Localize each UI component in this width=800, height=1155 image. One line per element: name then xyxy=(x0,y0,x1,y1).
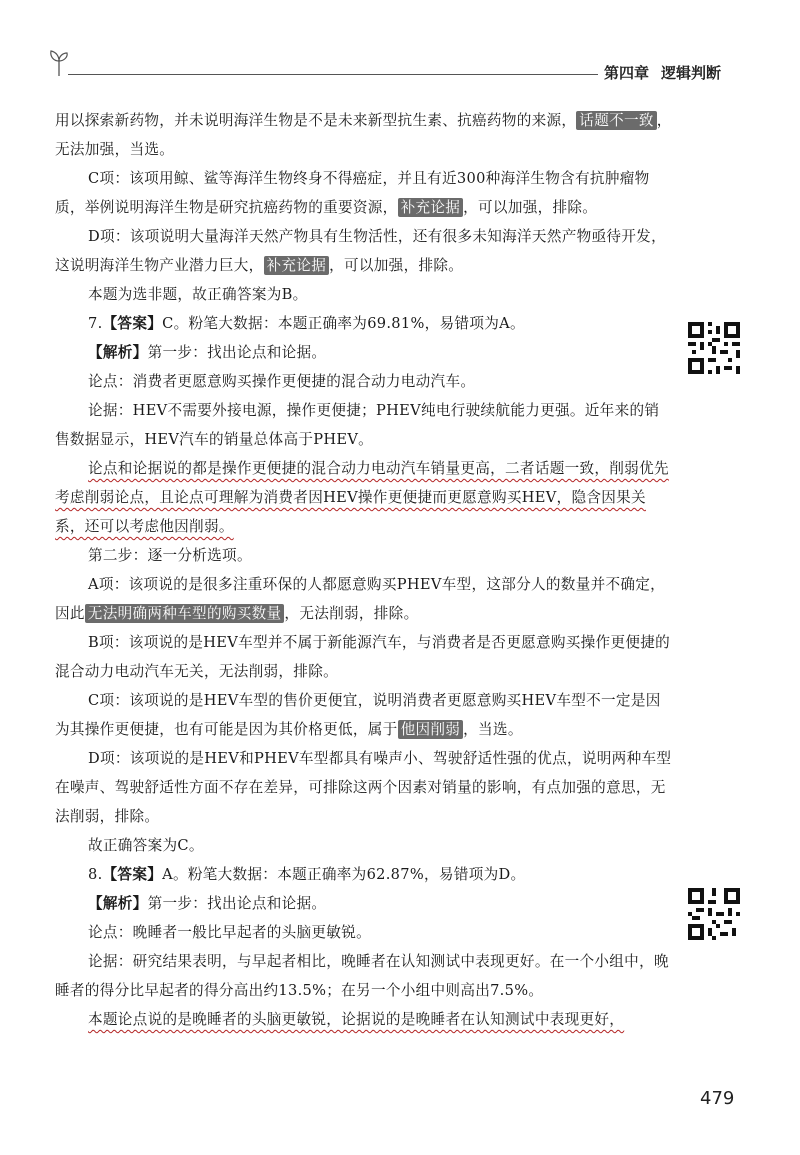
qr-code-icon[interactable] xyxy=(688,322,740,374)
question-7-analysis xyxy=(55,338,673,367)
text: ，可以加强，排除。 xyxy=(329,257,464,274)
paragraph-option-b: B项：该项说的是HEV车型并不属于新能源汽车，与消费者是否更愿意购买操作更便捷的混合动力电动汽车无关，无法削弱，排除。 xyxy=(55,634,671,680)
answer-tag: 【答案】 xyxy=(102,315,163,332)
text: ，无法加强，当选。 xyxy=(55,112,672,158)
text: C项：该项用鲸、鲨等海洋生物终身不得癌症，并且有近300种海洋生物含有抗肿瘤物质，举例说明海洋生物是研究抗癌药物的重要资源， xyxy=(55,170,650,216)
qr-code-icon[interactable] xyxy=(688,888,740,940)
text: D项：该项说明大量海洋天然产物具有生物活性，还有很多未知海洋天然产物亟待开发，这说明海洋生物产业潜力巨大， xyxy=(55,228,666,274)
text: C。粉笔大数据：本题正确率为69.81%，易错项为A。 xyxy=(162,315,525,332)
highlight-label: 补充论据 xyxy=(264,256,330,275)
text: 第一步：找出论点和论据。 xyxy=(147,895,327,912)
wavy-underlined-note xyxy=(55,454,673,541)
text: C项：该项说的是HEV车型的售价更便宜，说明消费者更愿意购买HEV车型不一定是因为其操作更便捷，也有可能是因为其价格更低，属于 xyxy=(55,692,661,738)
question-8-answer xyxy=(55,860,673,889)
argument-claim: 论点：消费者更愿意购买操作更便捷的混合动力电动汽车。 xyxy=(88,373,476,390)
page-number: 479 xyxy=(700,1088,735,1109)
question-8-analysis xyxy=(55,889,673,918)
page-body xyxy=(55,106,673,1034)
highlight-label: 补充论据 xyxy=(398,198,464,217)
paragraph-b-continuation xyxy=(55,106,673,164)
step-two: 第二步：逐一分析选项。 xyxy=(88,547,252,564)
paragraph-option-a xyxy=(55,570,673,628)
argument-claim-2: 论点：晚睡者一般比早起者的头脑更敏锐。 xyxy=(88,924,371,941)
text: A项：该项说的是很多注重环保的人都愿意购买PHEV车型，这部分人的数量并不确定，因此 xyxy=(55,576,666,622)
header-rule xyxy=(68,74,598,75)
text: 第一步：找出论点和论据。 xyxy=(147,344,327,361)
paragraph-option-d xyxy=(55,222,673,280)
paragraph-option-c xyxy=(55,164,673,222)
text: 本题论点说的是晚睡者的头脑更敏锐，论据说的是晚睡者在认知测试中表现更好， xyxy=(88,1011,625,1028)
answer-conclusion-2: 故正确答案为C。 xyxy=(88,837,204,854)
wavy-underlined-note-2 xyxy=(55,1005,673,1034)
text: ，当选。 xyxy=(463,721,523,738)
chapter-title xyxy=(604,62,733,83)
question-number: 7. xyxy=(88,315,103,332)
answer-conclusion: 本题为选非题，故正确答案为B。 xyxy=(88,286,308,303)
paragraph-option-d2: D项：该项说的是HEV和PHEV车型都具有噪声小、驾驶舒适性强的优点，说明两种车型在噪声、驾驶舒适性方面不存在差异，可排除这两个因素对销量的影响，有点加强的意思，无法削弱，排除。 xyxy=(55,750,672,825)
paragraph-option-c2 xyxy=(55,686,673,744)
page-header xyxy=(0,0,800,100)
chapter-name: 逻辑判断 xyxy=(661,64,722,82)
text: A。粉笔大数据：本题正确率为62.87%，易错项为D。 xyxy=(162,866,526,883)
question-number: 8. xyxy=(88,866,103,883)
question-7-answer xyxy=(55,309,673,338)
highlight-label: 话题不一致 xyxy=(576,111,656,130)
sprout-icon xyxy=(48,48,70,78)
highlight-label: 无法明确两种车型的购买数量 xyxy=(85,604,285,623)
chapter-number: 第四章 xyxy=(604,64,650,82)
text: ，可以加强，排除。 xyxy=(463,199,598,216)
highlight-label: 他因削弱 xyxy=(398,720,464,739)
text: 论点和论据说的都是操作更便捷的混合动力电动汽车销量更高，二者话题一致，削弱优先考虑削弱论点，且论点可理解为消费者因HEV操作更便捷而更愿意购买HEV，隐含因果关系，还可以考虑他因削弱。 xyxy=(55,460,669,535)
argument-evidence-2: 论据：研究结果表明，与早起者相比，晚睡者在认知测试中表现更好。在一个小组中，晚睡者的得分比早起者的得分高出约13.5%；在另一个小组中则高出7.5%。 xyxy=(55,953,669,999)
text: ，无法削弱，排除。 xyxy=(284,605,419,622)
answer-tag: 【答案】 xyxy=(102,866,163,883)
analysis-tag: 【解析】 xyxy=(88,895,148,912)
argument-evidence: 论据：HEV不需要外接电源，操作更便捷；PHEV纯电行驶续航能力更强。近年来的销售数据显示，HEV汽车的销量总体高于PHEV。 xyxy=(55,402,660,448)
analysis-tag: 【解析】 xyxy=(88,344,148,361)
text: 用以探索新药物，并未说明海洋生物是不是未来新型抗生素、抗癌药物的来源， xyxy=(55,112,577,129)
